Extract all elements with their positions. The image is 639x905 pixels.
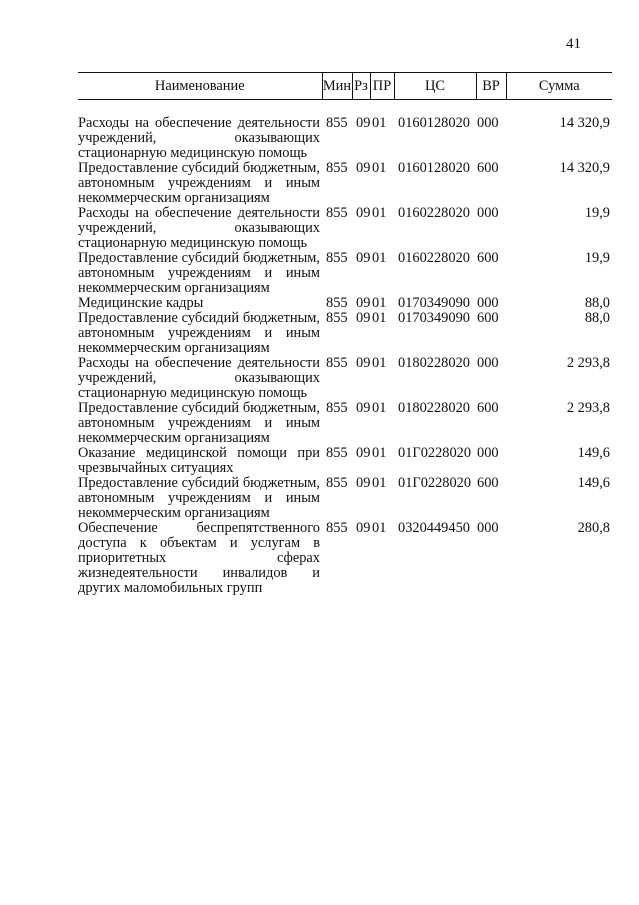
row-name: Оказание медицинской помощи при чрезвычайных ситуациях [78, 445, 320, 476]
header-cs: ЦС [394, 73, 476, 100]
row-pr: 01 [372, 355, 387, 371]
row-pr: 01 [372, 520, 387, 536]
row-name: Предоставление субсидий бюджетным, автономным учреждениям и иным некоммерческим организациям [78, 310, 320, 356]
row-min: 855 [326, 295, 348, 311]
row-pr: 01 [372, 475, 387, 491]
row-rz: 09 [356, 355, 371, 371]
row-pr: 01 [372, 160, 387, 176]
table-row [78, 356, 612, 401]
row-rz: 09 [356, 445, 371, 461]
table-row [78, 311, 612, 356]
row-name: Обеспечение беспрепятственного доступа к объектам и услугам в приоритетных сферах жизнедеятельности инвалидов и других маломобильных групп [78, 520, 320, 596]
row-name: Предоставление субсидий бюджетным, автономным учреждениям и иным некоммерческим организациям [78, 475, 320, 521]
header-vr: ВР [476, 73, 506, 100]
row-vr: 600 [477, 475, 499, 491]
row-sum: 88,0 [584, 310, 610, 326]
header-min: Мин [322, 73, 352, 100]
table-row [78, 476, 612, 521]
row-sum: 2 293,8 [566, 355, 610, 371]
table-row [78, 401, 612, 446]
row-cs: 0170349090 [398, 295, 470, 311]
row-sum: 14 320,9 [559, 160, 610, 176]
row-rz: 09 [356, 400, 371, 416]
row-sum: 149,6 [577, 445, 610, 461]
row-pr: 01 [372, 205, 387, 221]
row-name: Медицинские кадры [78, 295, 204, 311]
row-vr: 600 [477, 250, 499, 266]
row-vr: 600 [477, 310, 499, 326]
table-row [78, 296, 612, 311]
row-rz: 09 [356, 160, 371, 176]
row-pr: 01 [372, 400, 387, 416]
row-name: Расходы на обеспечение деятельности учреждений, оказывающих стационарную медицинскую помощь [78, 355, 320, 401]
row-sum: 14 320,9 [559, 115, 610, 131]
table-row [78, 206, 612, 251]
row-min: 855 [326, 520, 348, 536]
row-pr: 01 [372, 250, 387, 266]
table-row [78, 116, 612, 161]
row-cs: 0160228020 [398, 205, 470, 221]
row-vr: 000 [477, 520, 499, 536]
row-pr: 01 [372, 310, 387, 326]
header-rz: Рз [352, 73, 370, 100]
row-vr: 000 [477, 295, 499, 311]
row-min: 855 [326, 475, 348, 491]
row-vr: 000 [477, 355, 499, 371]
row-name: Предоставление субсидий бюджетным, автономным учреждениям и иным некоммерческим организациям [78, 160, 320, 206]
row-name: Предоставление субсидий бюджетным, автономным учреждениям и иным некоммерческим организациям [78, 400, 320, 446]
row-sum: 88,0 [584, 295, 610, 311]
page-number: 41 [566, 36, 581, 52]
table-header [78, 73, 612, 100]
row-min: 855 [326, 160, 348, 176]
row-rz: 09 [356, 475, 371, 491]
row-cs: 0170349090 [398, 310, 470, 326]
row-vr: 600 [477, 160, 499, 176]
row-rz: 09 [356, 250, 371, 266]
row-pr: 01 [372, 295, 387, 311]
row-pr: 01 [372, 115, 387, 131]
row-rz: 09 [356, 205, 371, 221]
row-name: Предоставление субсидий бюджетным, автономным учреждениям и иным некоммерческим организациям [78, 250, 320, 296]
row-rz: 09 [356, 115, 371, 131]
budget-table [78, 72, 612, 596]
row-cs: 0180228020 [398, 400, 470, 416]
row-vr: 000 [477, 445, 499, 461]
row-min: 855 [326, 205, 348, 221]
row-name: Расходы на обеспечение деятельности учреждений, оказывающих стационарную медицинскую помощь [78, 115, 320, 161]
table-row [78, 446, 612, 476]
row-sum: 280,8 [577, 520, 610, 536]
row-min: 855 [326, 445, 348, 461]
row-cs: 0320449450 [398, 520, 470, 536]
row-sum: 19,9 [584, 205, 610, 221]
row-min: 855 [326, 310, 348, 326]
row-rz: 09 [356, 310, 371, 326]
row-vr: 000 [477, 115, 499, 131]
header-sum: Сумма [506, 73, 612, 100]
table-row [78, 161, 612, 206]
row-sum: 149,6 [577, 475, 610, 491]
header-name: Наименование [78, 73, 322, 100]
row-cs: 0180228020 [398, 355, 470, 371]
row-vr: 000 [477, 205, 499, 221]
table-row [78, 251, 612, 296]
row-min: 855 [326, 355, 348, 371]
row-name: Расходы на обеспечение деятельности учреждений, оказывающих стационарную медицинскую помощь [78, 205, 320, 251]
row-min: 855 [326, 250, 348, 266]
row-rz: 09 [356, 295, 371, 311]
row-min: 855 [326, 115, 348, 131]
row-cs: 01Г0228020 [398, 475, 472, 491]
header-pr: ПР [370, 73, 394, 100]
row-cs: 0160128020 [398, 160, 470, 176]
row-min: 855 [326, 400, 348, 416]
table-row [78, 521, 612, 596]
row-pr: 01 [372, 445, 387, 461]
row-rz: 09 [356, 520, 371, 536]
row-cs: 0160228020 [398, 250, 470, 266]
row-sum: 2 293,8 [566, 400, 610, 416]
row-cs: 01Г0228020 [398, 445, 472, 461]
table-body [78, 100, 612, 597]
row-cs: 0160128020 [398, 115, 470, 131]
row-vr: 600 [477, 400, 499, 416]
budget-table-container [78, 72, 612, 596]
row-sum: 19,9 [584, 250, 610, 266]
